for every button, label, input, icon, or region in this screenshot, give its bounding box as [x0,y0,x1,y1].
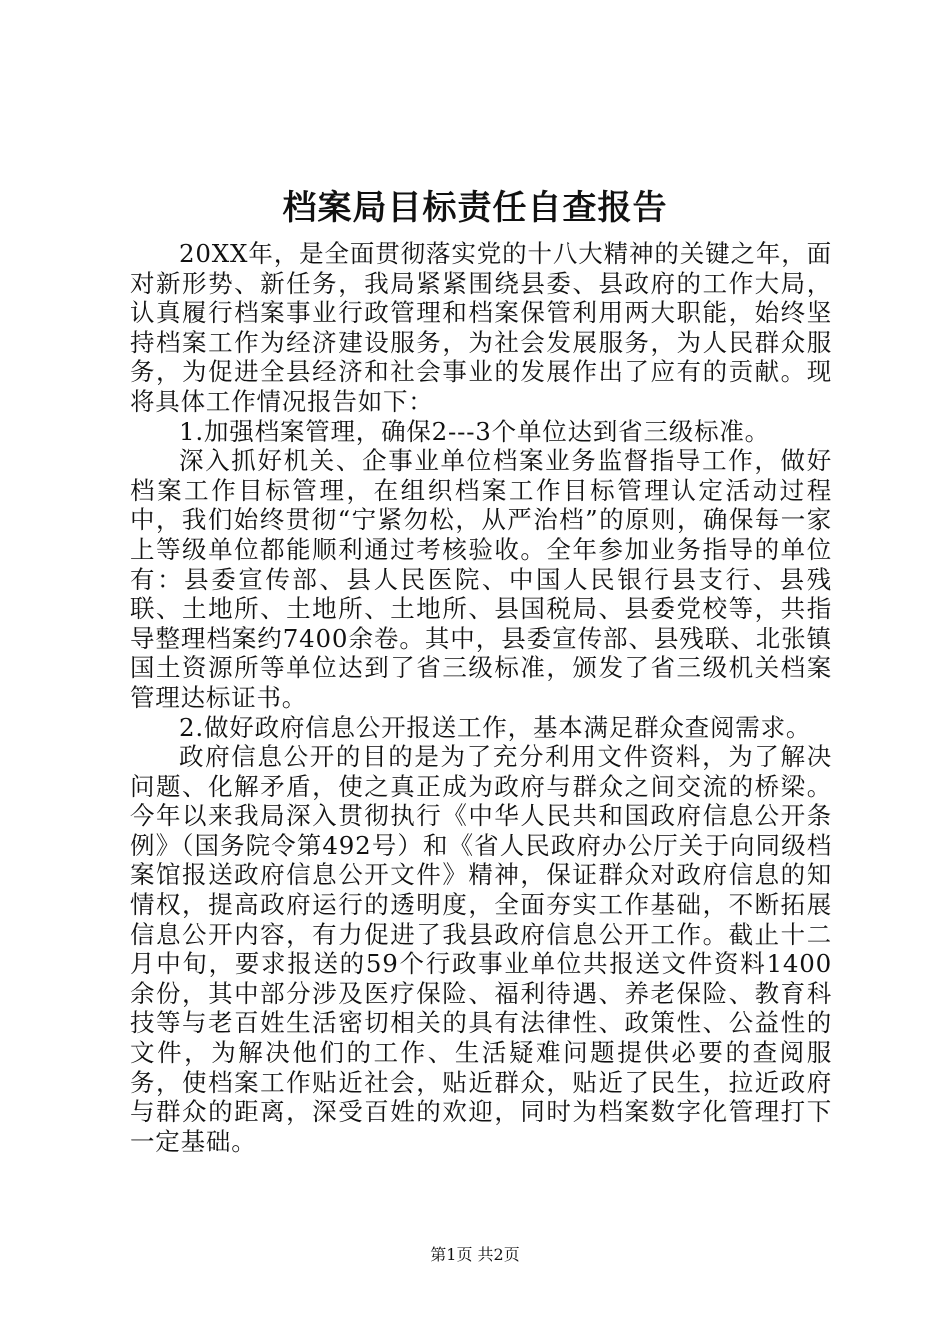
section-1-paragraph: 深入抓好机关、企事业单位档案业务监督指导工作，做好档案工作目标管理，在组织档案工作目标管理认定活动过程中，我们始终贯彻“宁紧勿松，从严治档”的原则，确保每一家上等级单位都能顺利通过考核验收。全年参加业务指导的单位有：县委宣传部、县人民医院、中国人民银行县支行、县残联、土地所、土地所、土地所、县国税局、县委党校等，共指导整理档案约7400余卷。其中，县委宣传部、县残联、北张镇国土资源所等单位达到了省三级标准，颁发了省三级机关档案管理达标证书。 [130,446,832,712]
document-title: 档案局目标责任自查报告 [282,188,668,228]
document-body [130,239,832,1156]
intro-paragraph: 20XX年，是全面贯彻落实党的十八大精神的关键之年，面对新形势、新任务，我局紧紧围绕县委、县政府的工作大局，认真履行档案事业行政管理和档案保管利用两大职能，始终坚持档案工作为经济建设服务，为社会发展服务，为人民群众服务，为促进全县经济和社会事业的发展作出了应有的贡献。现将具体工作情况报告如下： [130,239,832,416]
page-number-footer: 第1页 共2页 [430,1245,520,1264]
section-2-paragraph: 政府信息公开的目的是为了充分利用文件资料，为了解决问题、化解矛盾，使之真正成为政府与群众之间交流的桥梁。今年以来我局深入贯彻执行《中华人民共和国政府信息公开条例》（国务院令第492号）和《省人民政府办公厅关于向同级档案馆报送政府信息公开文件》精神，保证群众对政府信息的知情权，提高政府运行的透明度，全面夯实工作基础，不断拓展信息公开内容，有力促进了我县政府信息公开工作。截止十二月中旬，要求报送的59个行政事业单位共报送文件资料1400余份，其中部分涉及医疗保险、福利待遇、养老保险、教育科技等与老百姓生活密切相关的具有法律性、政策性、公益性的文件，为解决他们的工作、生活疑难问题提供必要的查阅服务，使档案工作贴近社会，贴近群众，贴近了民生，拉近政府与群众的距离，深受百姓的欢迎，同时为档案数字化管理打下一定基础。 [130,742,832,1156]
section-2-heading: 2.做好政府信息公开报送工作，基本满足群众查阅需求。 [179,712,812,742]
section-1-heading: 1.加强档案管理，确保2---3个单位达到省三级标准。 [179,416,770,446]
